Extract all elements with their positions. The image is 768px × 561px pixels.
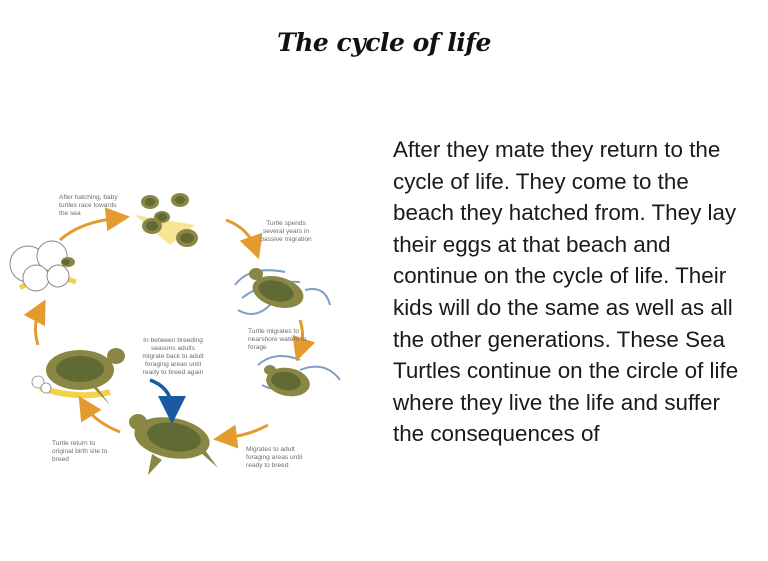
arrow-nesting-to-eggs [35,310,40,345]
subadult-turtle-nearshore [258,356,340,400]
turtle-life-cycle-diagram [0,170,370,490]
label-return-birth-site: Turtle return to original birth site to breed [52,440,108,463]
arrow-to-birth-site [85,406,120,432]
label-nearshore: Turtle migrates to nearshore waters to forage [248,328,307,351]
label-hatching: After hatching, baby turtles race towards the sea [59,194,118,217]
adult-turtle-foraging [129,412,218,475]
adult-turtle-nesting-beach [32,348,125,405]
arrow-to-adult-foraging [225,425,268,438]
juvenile-turtle-open-sea [235,268,330,314]
arrow-to-passive-migration [226,220,255,248]
label-breeding-migration: In between breeding seasons adults migrate back to adult foraging areas until ready to breed again [142,337,204,376]
arrow-hatching-to-sea [60,218,118,240]
hatchlings [135,193,198,247]
label-adult-foraging: Migrates to adult foraging areas until ready to breed [246,446,303,469]
slide-title: The cycle of life [277,28,491,57]
arrow-breeding-return [150,380,172,410]
label-passive-migration: Turtle spends several years in passive migration [260,220,312,243]
body-paragraph: After they mate they return to the cycle of life. They come to the beach they hatched from. They lay their eggs at that beach and continue on the cycle of life. Their kids will do the same as well as all the other generations. These Sea Turtles continue on the circle of life where they live the life and suffer the consequences of [393,137,739,447]
eggs-nest [10,241,76,291]
